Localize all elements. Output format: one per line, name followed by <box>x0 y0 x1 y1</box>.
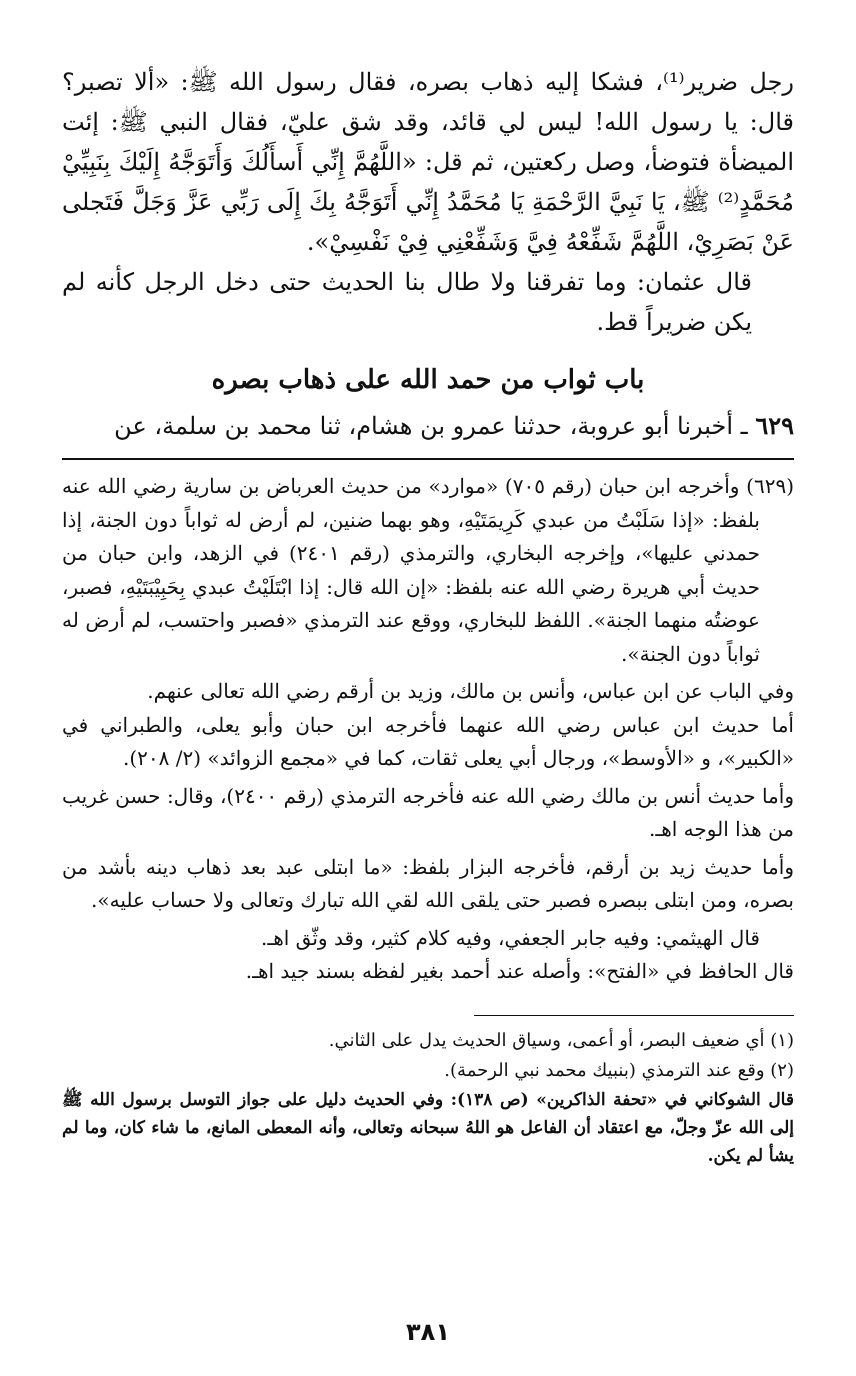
footnote-2: (٢) وقع عند الترمذي (بنبيك محمد نبي الرحمة). <box>444 1059 794 1081</box>
page-number: ٣٨١ <box>406 1318 450 1346</box>
note-paragraph: وأما حديث زيد بن أرقم، فأخرجه البزار بلفظ: «ما ابتلى عبد بعد ذهاب دينه بأشد من بصره، ومن ابتلى ببصره فصبر حتى يلقى الله لقي الله تبارك وتعالى ولا حساب عليه». <box>62 854 794 912</box>
footnote-2-comment: قال الشوكاني في «تحفة الذاكرين» (ص ١٣٨): وفي الحديث دليل على جواز التوسل برسول الله ﷺ إلى الله عزّ وجلّ، مع اعتقاد أن الفاعل هو اللهُ سبحانه وتعالى، وأنه المعطى المانع، ما شاء كان، وما لم يشأ لم يكن. <box>62 1089 794 1166</box>
note-paragraph: أما حديث ابن عباس رضي الله عنهما فأخرجه ابن حبان وأبو يعلى، والطبراني في «الكبير»، و «الأوسط»، ورجال أبي يعلى ثقات، كما في «مجمع الزوائد» (٢/ ٢٠٨). <box>62 712 794 770</box>
notes-section <box>62 470 794 989</box>
note-paragraph: قال الهيثمي: وفيه جابر الجعفي، وفيه كلام كثير، وقد وثّق اهـ. <box>261 925 760 950</box>
book-page <box>62 62 794 1170</box>
hadith-number: ٦٢٩ <box>755 411 794 440</box>
note-paragraph: قال الحافظ في «الفتح»: وأصله عند أحمد بغير لفظه بسند جيد اهـ. <box>245 959 794 983</box>
footnotes-section <box>62 1026 794 1170</box>
main-paragraph-1: رجل ضرير⁽¹⁾، فشكا إليه ذهاب بصره، فقال رسول الله ﷺ: «ألا تصبر؟ قال: يا رسول الله! ليس لي قائد، وقد شق عليّ، فقال النبي ﷺ: إئت الميضأة فتوضأ، وصل ركعتين، ثم قل: «اللَّهُمَّ إِنِّي أَسأَلُكَ وَأَتَوَجَّهُ إِلَيْكَ بِنَبِيِّيْ مُحَمَّدٍ⁽²⁾ ﷺ، يَا نَبِيَّ الرَّحْمَةِ يَا مُحَمَّدُ إِنِّي أَتَوَجَّهُ بِكَ إِلَى رَبِّي عَزَّ وَجَلَّ فَتَجلى عَنْ بَصَرِيْ، اللَّهُمَّ شَفِّعْهُ فِيَّ وَشَفِّعْنِي فِيْ نَفْسِيْ». <box>62 68 795 256</box>
main-text <box>62 62 794 342</box>
chapter-heading: باب ثواب من حمد الله على ذهاب بصره <box>211 365 645 395</box>
note-paragraph: وأما حديث أنس بن مالك رضي الله عنه فأخرجه الترمذي (رقم ٢٤٠٠)، وقال: حسن غريب من هذا الوجه اهـ. <box>62 783 794 841</box>
note-paragraph: (٦٢٩) وأخرجه ابن حبان (رقم ٧٠٥) «موارد» من حديث العرباض بن سارية رضي الله عنه بلفظ: «إذا سَلَبْتُ من عبدي كَرِيمَتَيْهِ، وهو بهما ضنين، لم أرض له ثواباً دون الجنة، إذا حمدني عليها»، وإخرجه البخاري، والترمذي (رقم ٢٤٠١) في الزهد، وابن حبان من حديث أبي هريرة رضي الله عنه بلفظ: «إن الله قال: إذا ابْتَلَيْتُ عبدي بِحَبِيْبَتَيْهِ، فصبر، عوضتُه منهما الجنة». اللفظ للبخاري، ووقع عند الترمذي «فصبر واحتسب، لم أرض له ثواباً دون الجنة». <box>62 474 794 666</box>
hadith-text: ـ أخبرنا أبو عروبة، حدثنا عمرو بن هشام، ثنا محمد بن سلمة، عن <box>114 412 748 440</box>
hadith-line <box>62 406 794 446</box>
note-paragraph: وفي الباب عن ابن عباس، وأنس بن مالك، وزيد بن أرقم رضي الله تعالى عنهم. <box>147 679 794 703</box>
main-paragraph-2: قال عثمان: وما تفرقنا ولا طال بنا الحديث حتى دخل الرجل كأنه لم يكن ضريراً قط. <box>62 268 752 336</box>
footnote-divider <box>474 1015 794 1016</box>
notes-divider <box>62 458 794 460</box>
footnote-1: (١) أي ضعيف البصر، أو أعمى، وسياق الحديث يدل على الثاني. <box>328 1029 794 1051</box>
